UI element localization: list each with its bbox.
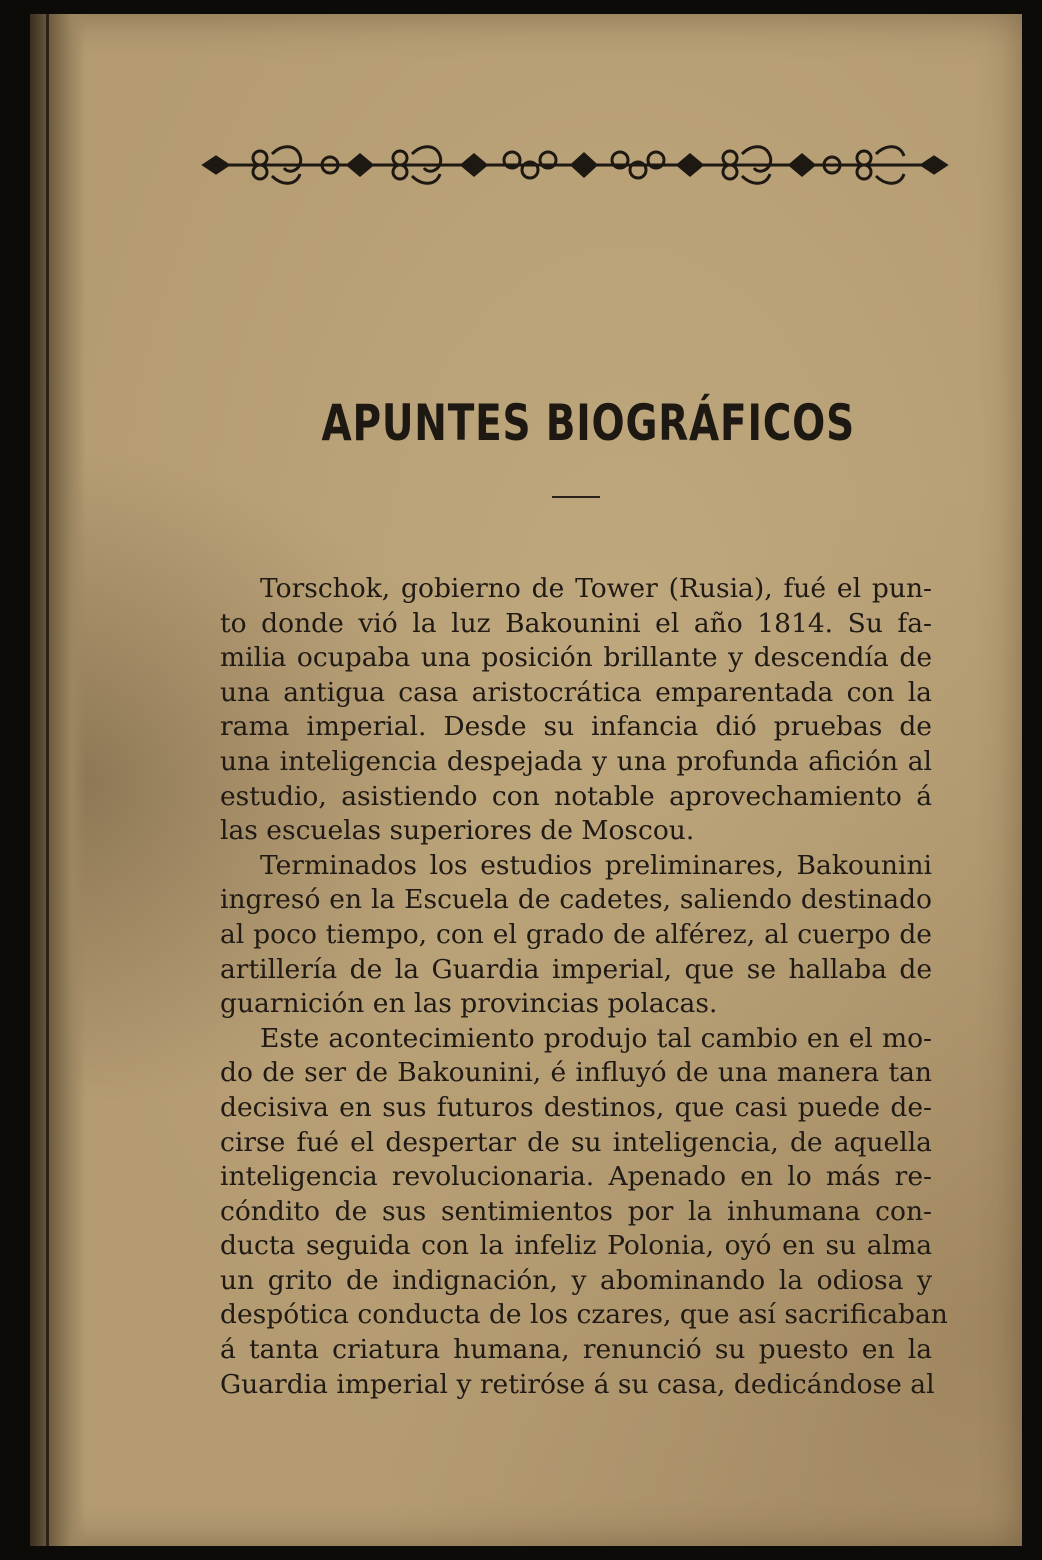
text-line: Torschok, gobierno de Tower (Rusia), fué el pun- <box>260 573 932 604</box>
ornamental-border-icon <box>200 140 950 190</box>
book-spine <box>30 14 86 1546</box>
text-line: to donde vió la luz Bakounini el año 1814. Su fa- <box>220 607 932 639</box>
text-line: inteligencia revolucionaria. Apenado en lo más re- <box>220 1161 932 1193</box>
text-line: cirse fué el despertar de su inteligencia, de aquella <box>220 1126 932 1158</box>
spine-edge <box>46 14 49 1546</box>
text-line: una inteligencia despejada y una profunda afición al <box>220 745 932 777</box>
page-title: APUNTES BIOGRÁFICOS <box>321 394 855 452</box>
text-line: ducta seguida con la infeliz Polonia, oyó en su alma <box>220 1230 932 1262</box>
text-line: do de ser de Bakounini, é influyó de una manera tan <box>220 1057 932 1089</box>
text-line: una antigua casa aristocrática emparentada con la <box>220 676 932 708</box>
text-line: al poco tiempo, con el grado de alférez, al cuerpo de <box>220 918 932 950</box>
text-line: Guardia imperial y retiróse á su casa, dedicándose al <box>220 1368 935 1400</box>
text-line: artillería de la Guardia imperial, que se hallaba de <box>220 953 932 985</box>
body-text <box>220 572 948 1402</box>
text-line: milia ocupaba una posición brillante y descendía de <box>220 642 932 674</box>
book-page <box>30 14 1022 1546</box>
text-line: las escuelas superiores de Moscou. <box>220 815 695 847</box>
text-line: despótica conducta de los czares, que así sacrificaban <box>220 1299 948 1331</box>
text-line: un grito de indignación, y abominando la odiosa y <box>220 1264 932 1296</box>
text-line: Terminados los estudios preliminares, Bakounini <box>260 849 932 881</box>
text-line: estudio, asistiendo con notable aprovechamiento á <box>220 780 932 812</box>
text-line: cóndito de sus sentimientos por la inhumana con- <box>220 1195 932 1227</box>
text-line: ingresó en la Escuela de cadetes, saliendo destinado <box>220 884 932 916</box>
text-line: rama imperial. Desde su infancia dió pruebas de <box>220 711 932 743</box>
text-line: Este acontecimiento produjo tal cambio en el mo- <box>260 1022 932 1054</box>
text-line: decisiva en sus futuros destinos, que casi puede de- <box>220 1091 932 1123</box>
title-divider <box>552 496 600 498</box>
text-line: á tanta criatura humana, renunció su puesto en la <box>220 1334 932 1366</box>
text-line: guarnición en las provincias polacas. <box>220 988 718 1020</box>
